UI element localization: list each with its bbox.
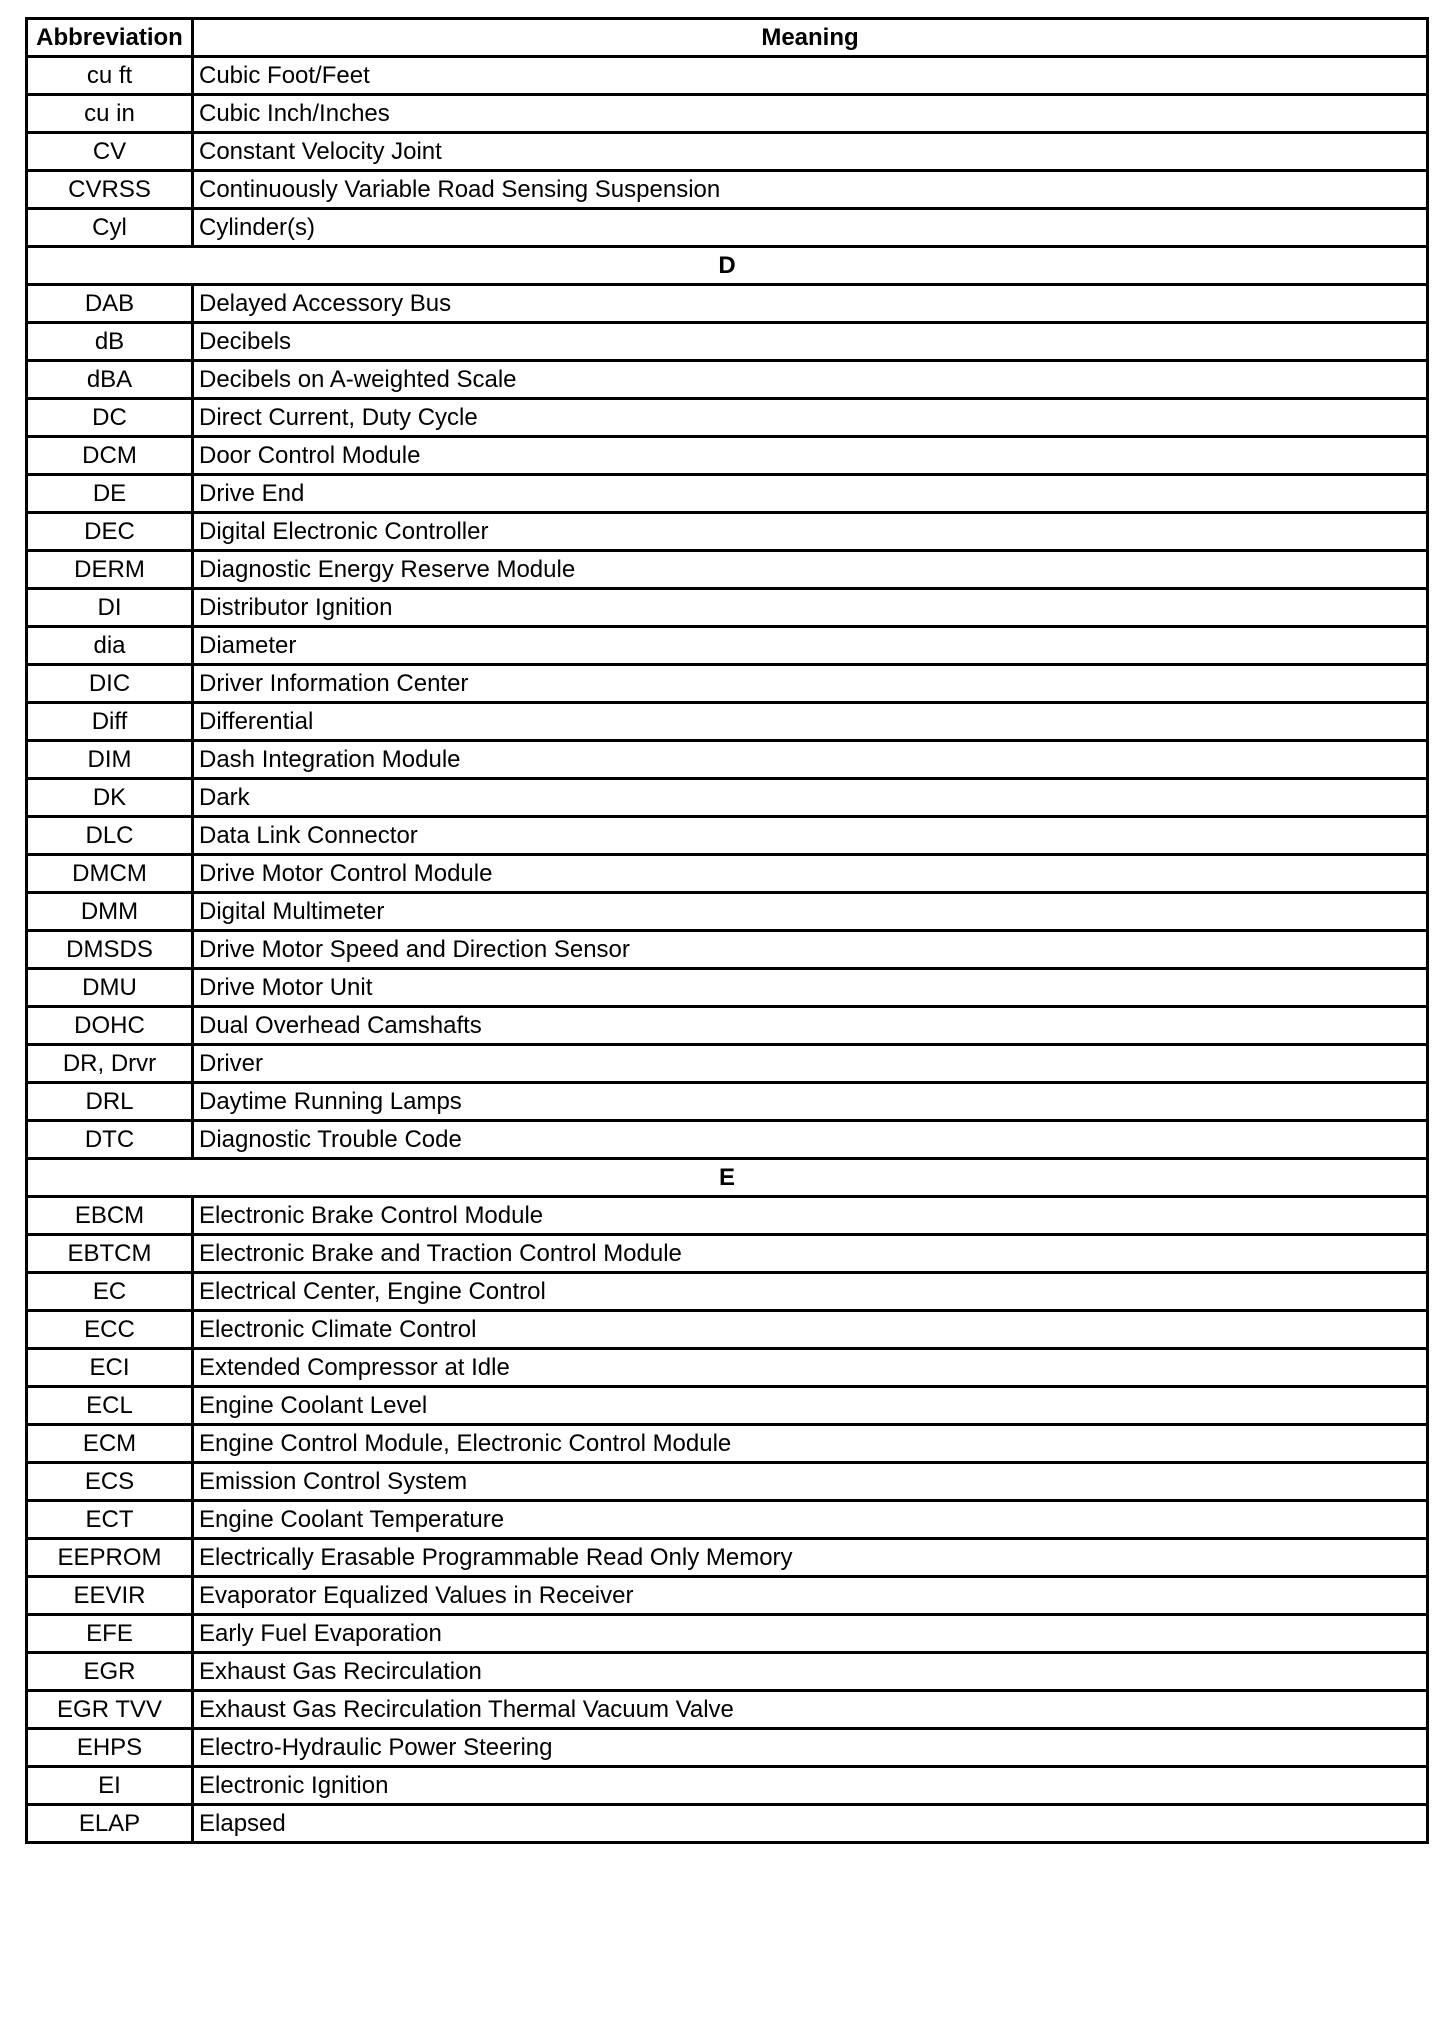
section-letter: E [27,1159,1428,1197]
meaning-cell: Cubic Foot/Feet [193,57,1428,95]
meaning-cell: Emission Control System [193,1463,1428,1501]
abbreviation-cell: DR, Drvr [27,1045,193,1083]
meaning-cell: Engine Control Module, Electronic Control Module [193,1425,1428,1463]
abbreviation-cell: DRL [27,1083,193,1121]
table-row [27,437,1428,475]
table-row [27,1349,1428,1387]
table-row [27,1577,1428,1615]
abbreviation-cell: DEC [27,513,193,551]
meaning-cell: Direct Current, Duty Cycle [193,399,1428,437]
table-row [27,855,1428,893]
abbreviation-cell: DK [27,779,193,817]
header-meaning: Meaning [193,19,1428,57]
abbreviation-cell: DMSDS [27,931,193,969]
meaning-cell: Elapsed [193,1805,1428,1843]
table-row [27,1387,1428,1425]
meaning-cell: Dual Overhead Camshafts [193,1007,1428,1045]
meaning-cell: Early Fuel Evaporation [193,1615,1428,1653]
abbreviation-cell: DI [27,589,193,627]
abbreviation-cell: Diff [27,703,193,741]
table-row [27,779,1428,817]
meaning-cell: Engine Coolant Level [193,1387,1428,1425]
abbreviation-cell: DE [27,475,193,513]
abbreviation-cell: ECS [27,1463,193,1501]
meaning-cell: Continuously Variable Road Sensing Suspension [193,171,1428,209]
abbreviation-cell: dB [27,323,193,361]
meaning-cell: Electrical Center, Engine Control [193,1273,1428,1311]
meaning-cell: Drive Motor Speed and Direction Sensor [193,931,1428,969]
table-row [27,95,1428,133]
meaning-cell: Dark [193,779,1428,817]
abbreviation-cell: DC [27,399,193,437]
abbreviation-cell: EBCM [27,1197,193,1235]
abbreviation-cell: DIC [27,665,193,703]
abbreviation-cell: DAB [27,285,193,323]
abbreviation-cell: ECL [27,1387,193,1425]
table-row [27,361,1428,399]
meaning-cell: Diagnostic Energy Reserve Module [193,551,1428,589]
table-row [27,399,1428,437]
abbreviation-cell: dia [27,627,193,665]
abbreviation-cell: ECC [27,1311,193,1349]
meaning-cell: Decibels [193,323,1428,361]
abbreviation-cell: EBTCM [27,1235,193,1273]
abbreviation-cell: DLC [27,817,193,855]
abbreviation-cell: ECI [27,1349,193,1387]
abbreviation-cell: EGR TVV [27,1691,193,1729]
table-row [27,551,1428,589]
meaning-cell: Exhaust Gas Recirculation Thermal Vacuum Valve [193,1691,1428,1729]
abbreviation-cell: CV [27,133,193,171]
meaning-cell: Decibels on A-weighted Scale [193,361,1428,399]
section-row [27,1159,1428,1197]
table-row [27,703,1428,741]
meaning-cell: Electrically Erasable Programmable Read Only Memory [193,1539,1428,1577]
abbreviation-cell: CVRSS [27,171,193,209]
table-row [27,1463,1428,1501]
meaning-cell: Constant Velocity Joint [193,133,1428,171]
meaning-cell: Data Link Connector [193,817,1428,855]
meaning-cell: Drive Motor Control Module [193,855,1428,893]
meaning-cell: Drive End [193,475,1428,513]
meaning-cell: Digital Multimeter [193,893,1428,931]
header-abbreviation: Abbreviation [27,19,193,57]
abbreviation-cell: dBA [27,361,193,399]
meaning-cell: Delayed Accessory Bus [193,285,1428,323]
meaning-cell: Cylinder(s) [193,209,1428,247]
abbreviation-cell: DMU [27,969,193,1007]
table-row [27,1045,1428,1083]
table-row [27,1767,1428,1805]
table-row [27,57,1428,95]
table-row [27,1729,1428,1767]
table-row [27,1311,1428,1349]
table-row [27,1235,1428,1273]
abbreviation-cell: EEVIR [27,1577,193,1615]
table-row [27,209,1428,247]
meaning-cell: Digital Electronic Controller [193,513,1428,551]
table-row [27,1425,1428,1463]
meaning-cell: Cubic Inch/Inches [193,95,1428,133]
table-row [27,1653,1428,1691]
table-row [27,513,1428,551]
header-row [27,19,1428,57]
table-row [27,1615,1428,1653]
meaning-cell: Exhaust Gas Recirculation [193,1653,1428,1691]
meaning-cell: Differential [193,703,1428,741]
table-row [27,323,1428,361]
abbreviation-cell: cu ft [27,57,193,95]
table-row [27,133,1428,171]
table-row [27,1539,1428,1577]
abbreviation-cell: DOHC [27,1007,193,1045]
table-row [27,627,1428,665]
meaning-cell: Electronic Brake Control Module [193,1197,1428,1235]
meaning-cell: Engine Coolant Temperature [193,1501,1428,1539]
abbreviation-cell: DTC [27,1121,193,1159]
abbreviation-cell: EFE [27,1615,193,1653]
abbreviation-cell: Cyl [27,209,193,247]
abbreviation-table [25,17,1429,1844]
meaning-cell: Evaporator Equalized Values in Receiver [193,1577,1428,1615]
table-row [27,969,1428,1007]
table-row [27,171,1428,209]
table-row [27,893,1428,931]
abbreviation-cell: DMCM [27,855,193,893]
meaning-cell: Driver Information Center [193,665,1428,703]
abbreviation-cell: DCM [27,437,193,475]
meaning-cell: Drive Motor Unit [193,969,1428,1007]
table-row [27,475,1428,513]
meaning-cell: Electro-Hydraulic Power Steering [193,1729,1428,1767]
meaning-cell: Diameter [193,627,1428,665]
abbreviation-cell: DIM [27,741,193,779]
table-row [27,741,1428,779]
table-row [27,1501,1428,1539]
abbreviation-cell: cu in [27,95,193,133]
section-letter: D [27,247,1428,285]
abbreviation-cell: ELAP [27,1805,193,1843]
table-row [27,665,1428,703]
table-row [27,1007,1428,1045]
table-row [27,1273,1428,1311]
section-row [27,247,1428,285]
meaning-cell: Distributor Ignition [193,589,1428,627]
table-row [27,285,1428,323]
table-body [27,57,1428,1843]
meaning-cell: Electronic Ignition [193,1767,1428,1805]
table-row [27,1121,1428,1159]
meaning-cell: Electronic Brake and Traction Control Module [193,1235,1428,1273]
table-row [27,1691,1428,1729]
meaning-cell: Door Control Module [193,437,1428,475]
meaning-cell: Daytime Running Lamps [193,1083,1428,1121]
table-row [27,1805,1428,1843]
meaning-cell: Diagnostic Trouble Code [193,1121,1428,1159]
abbreviation-cell: ECT [27,1501,193,1539]
table-row [27,589,1428,627]
abbreviation-cell: DMM [27,893,193,931]
meaning-cell: Electronic Climate Control [193,1311,1428,1349]
table-row [27,817,1428,855]
abbreviation-cell: EGR [27,1653,193,1691]
abbreviation-cell: EI [27,1767,193,1805]
meaning-cell: Extended Compressor at Idle [193,1349,1428,1387]
abbreviation-cell: EEPROM [27,1539,193,1577]
abbreviation-cell: EHPS [27,1729,193,1767]
table-row [27,931,1428,969]
meaning-cell: Dash Integration Module [193,741,1428,779]
table-row [27,1197,1428,1235]
abbreviation-cell: DERM [27,551,193,589]
abbreviation-cell: EC [27,1273,193,1311]
table-row [27,1083,1428,1121]
abbreviation-cell: ECM [27,1425,193,1463]
meaning-cell: Driver [193,1045,1428,1083]
